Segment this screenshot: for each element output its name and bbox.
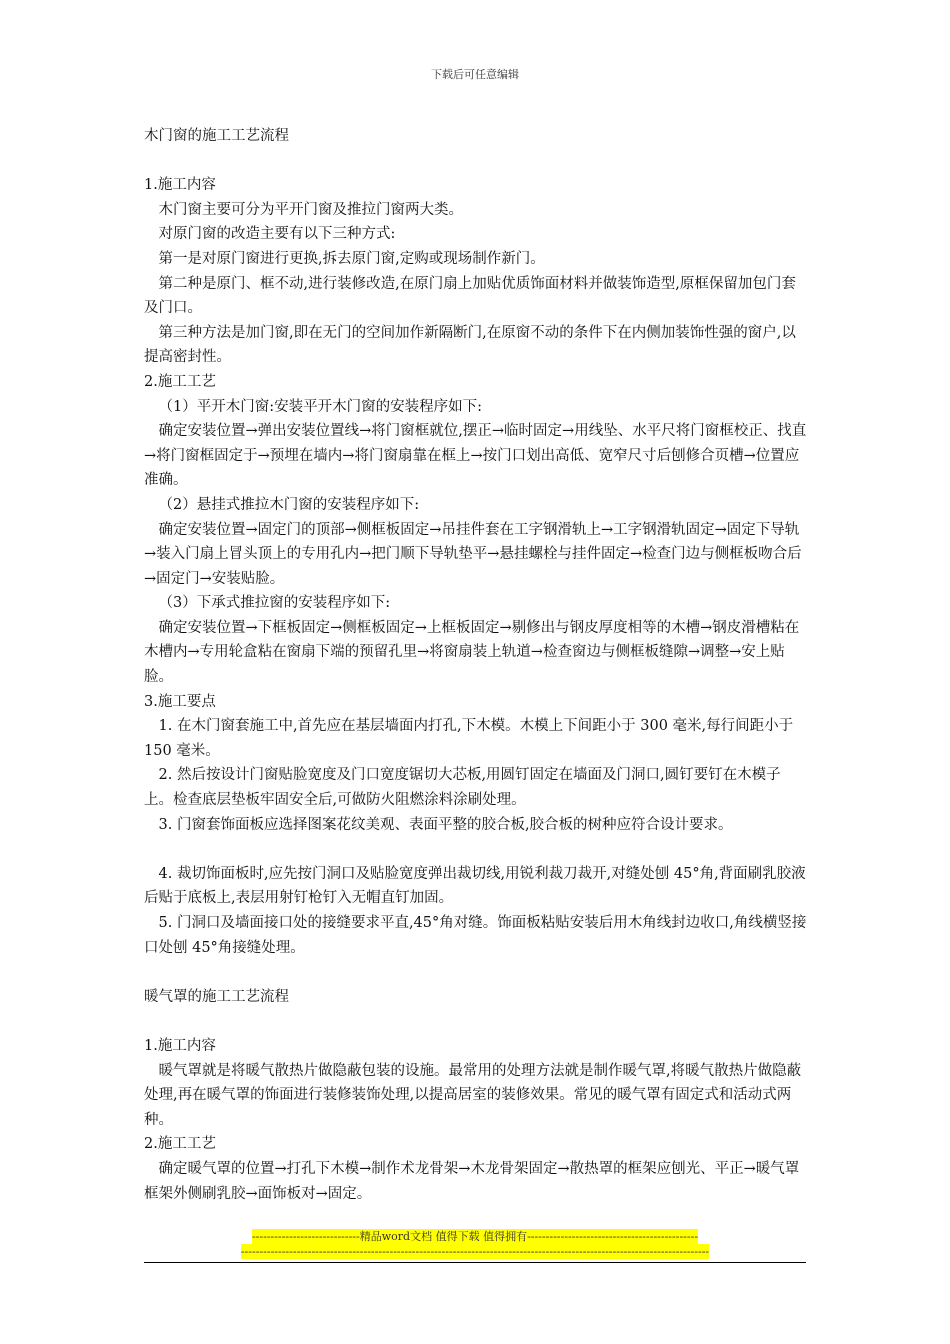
section-title: 木门窗的施工工艺流程 <box>144 128 289 144</box>
section-title: 暖气罩的施工工艺流程 <box>144 988 289 1005</box>
document-body <box>144 124 808 1206</box>
paragraph: 确定暖气罩的位置→打孔下木模→制作术龙骨架→木龙骨架固定→散热罩的框架应刨光、平正→暖气罩框架外侧刷乳胶→面饰板对→固定。 <box>144 1160 800 1202</box>
paragraph: 确定安装位置→弹出安装位置线→将门窗框就位,摆正→临时固定→用线坠、水平尺将门窗框校正、找直→将门窗框固定于→预埋在墙内→将门窗扇靠在框上→按门口划出高低、宽窄尺寸后刨修合页槽→位置应准确。 <box>144 423 807 489</box>
paragraph: 木门窗主要可分为平开门窗及推拉门窗两大类。 <box>158 201 463 218</box>
footer-dashes: ------------------------------------------------------------------------------------------------------------------------------ <box>240 1245 710 1258</box>
list-item: 4. 裁切饰面板时,应先按门洞口及贴脸宽度弹出裁切线,用锐利裁刀裁开,对缝处刨 45°角,背面刷乳胶液后贴于底板上,表层用射钉枪钉入无帽直钉加固。 <box>144 865 806 907</box>
heading-content: 1.施工内容 <box>144 177 216 194</box>
paragraph: 对原门窗的改造主要有以下三种方式: <box>158 226 396 243</box>
footer-banner: -----------------------------精品word文档 值得下载 值得拥有---------------------------------------------- <box>251 1230 699 1243</box>
paragraph: 确定安装位置→下框板固定→侧框板固定→上框板固定→剔修出与钢皮厚度相等的木槽→钢皮滑槽粘在木槽内→专用轮盒粘在窗扇下端的预留孔里→将窗扇装上轨道→检查窗边与侧框板缝隙→调整→安上贴脸。 <box>144 619 800 686</box>
heading-content: 1.施工内容 <box>144 1037 216 1054</box>
sub-heading: （2）悬挂式推拉木门窗的安装程序如下: <box>158 496 420 513</box>
list-item: 2. 然后按设计门窗贴脸宽度及门口宽度锯切大芯板,用圆钉固定在墙面及门洞口,圆钉要钉在木模子上。检查底层垫板牢固安全后,可做防火阻燃涂料涂刷处理。 <box>144 767 781 809</box>
page-footer <box>0 1229 950 1259</box>
list-item: 5. 门洞口及墙面接口处的接缝要求平直,45°角对缝。饰面板粘贴安装后用木角线封边收口,角线横竖接口处刨 45°角接缝处理。 <box>144 915 807 956</box>
page-header: 下载后可任意编辑 <box>431 68 519 81</box>
paragraph: 第一是对原门窗进行更换,拆去原门窗,定购或现场制作新门。 <box>158 250 545 267</box>
paragraph: 确定安装位置→固定门的顶部→侧框板固定→吊挂件套在工字钢滑轨上→工字钢滑轨固定→固定下导轨→装入门扇上冒头顶上的专用孔内→把门顺下导轨垫平→悬挂螺栓与挂件固定→检查门边与侧框板吻合后→固定门→安装贴脸。 <box>144 521 802 587</box>
list-item: 1. 在木门窗套施工中,首先应在基层墙面内打孔,下木模。木模上下间距小于 300 毫米,每行间距小于 150 毫米。 <box>144 718 794 759</box>
list-item: 3. 门窗套饰面板应选择图案花纹美观、表面平整的胶合板,胶合板的树种应符合设计要求。 <box>158 816 733 833</box>
heading-craft: 2.施工工艺 <box>144 1136 216 1153</box>
paragraph: 暖气罩就是将暖气散热片做隐蔽包装的设施。最常用的处理方法就是制作暖气罩,将暖气散热片做隐蔽处理,再在暖气罩的饰面进行装修装饰处理,以提高居室的装修效果。常见的暖气罩有固定式和活动式两种。 <box>144 1062 802 1128</box>
heading-craft: 2.施工工艺 <box>144 373 216 390</box>
footer-rule <box>144 1262 806 1263</box>
heading-points: 3.施工要点 <box>144 693 216 710</box>
sub-heading: （3）下承式推拉窗的安装程序如下: <box>158 595 391 612</box>
paragraph: 第二种是原门、框不动,进行装修改造,在原门扇上加贴优质饰面材料并做装饰造型,原框保留加包门套及门口。 <box>144 275 796 317</box>
sub-heading: （1）平开木门窗:安装平开木门窗的安装程序如下: <box>158 398 482 415</box>
paragraph: 第三种方法是加门窗,即在无门的空间加作新隔断门,在原窗不动的条件下在内侧加装饰性强的窗户,以提高密封性。 <box>144 324 796 366</box>
